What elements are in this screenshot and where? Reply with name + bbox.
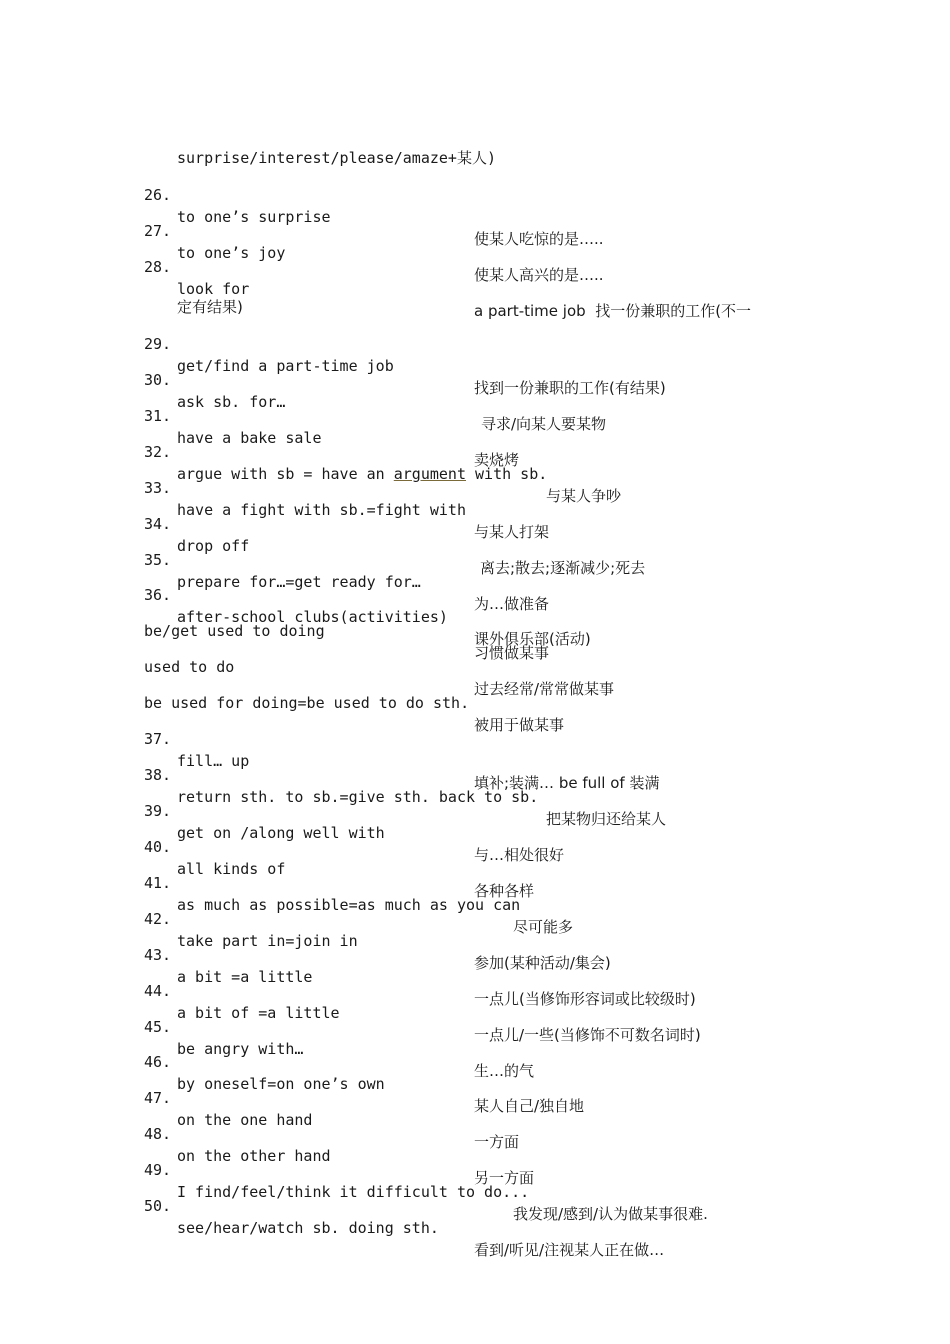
entry-english: prepare for…=get ready for…: [177, 573, 421, 591]
entry-english: be/get used to doing: [144, 622, 325, 640]
entry-english: a bit of =a little: [177, 1004, 340, 1022]
entry-english: be angry with…: [177, 1040, 304, 1058]
entry-english: used to do: [144, 658, 235, 676]
entry-chinese-continuation: 定有结果): [177, 298, 243, 316]
entry-chinese: 为…做准备: [474, 595, 550, 613]
entry-chinese: 一点儿/一些(当修饰不可数名词时): [474, 1026, 701, 1044]
entry-chinese: 与某人打架: [474, 523, 550, 541]
entry-chinese: 把某物归还给某人: [546, 810, 667, 828]
entry-number: 43.: [144, 946, 172, 964]
entry-english: to one’s surprise: [177, 208, 331, 226]
entry-chinese: 离去;散去;逐渐减少;死去: [480, 559, 646, 577]
entry-number: 34.: [144, 515, 172, 533]
entry-english: I find/feel/think it difficult to do...: [177, 1183, 530, 1201]
entry-number: 27.: [144, 222, 172, 240]
entry-english: ask sb. for…: [177, 393, 286, 411]
entry-number: 35.: [144, 551, 172, 569]
entry-chinese: 课外俱乐部(活动): [474, 630, 591, 648]
entry-chinese: a part-time job 找一份兼职的工作(不一: [474, 302, 752, 320]
entry-number: 46.: [144, 1053, 172, 1071]
entry-chinese: 尽可能多: [513, 918, 574, 936]
entry-english: get on /along well with: [177, 824, 385, 842]
entry-english: drop off: [177, 537, 250, 555]
entry-number: 33.: [144, 479, 172, 497]
entry-number: 48.: [144, 1125, 172, 1143]
entry-number: 42.: [144, 910, 172, 928]
entry-english: get/find a part-time job: [177, 357, 394, 375]
entry-chinese: 某人自己/独自地: [474, 1097, 585, 1115]
entry-english: to one’s joy: [177, 244, 286, 262]
entry-english: see/hear/watch sb. doing sth.: [177, 1219, 439, 1237]
entry-chinese: 找到一份兼职的工作(有结果): [474, 379, 666, 397]
entry-number: 29.: [144, 335, 172, 353]
entry-chinese: 被用于做某事: [474, 716, 565, 734]
entry-english: by oneself=on one’s own: [177, 1075, 385, 1093]
entry-chinese: 我发现/感到/认为做某事很难.: [513, 1205, 708, 1223]
entry-english-part: with sb.: [466, 465, 548, 483]
entry-chinese: 一方面: [474, 1133, 520, 1151]
entry-chinese: 填补;装满… be full of 装满: [474, 774, 660, 792]
entry-chinese: 各种各样: [474, 882, 535, 900]
entry-number: 28.: [144, 258, 172, 276]
entry-number: 47.: [144, 1089, 172, 1107]
entry-chinese: 使某人高兴的是…..: [474, 266, 604, 284]
entry-number: 26.: [144, 186, 172, 204]
entry-chinese: 与某人争吵: [546, 487, 622, 505]
entry-number: 50.: [144, 1197, 172, 1215]
entry-english: all kinds of: [177, 860, 286, 878]
line-text: surprise/interest/please/amaze+某人): [177, 149, 496, 167]
entry-number: 37.: [144, 730, 172, 748]
entry-english: [177, 463, 547, 485]
entry-english: as much as possible=as much as you can: [177, 896, 521, 914]
entry-english-part: argue with sb = have an: [177, 465, 394, 483]
entry-chinese: 卖烧烤: [474, 451, 520, 469]
entry-english: after-school clubs(activities): [177, 608, 448, 626]
entry-number: 45.: [144, 1018, 172, 1036]
entry-chinese: 一点儿(当修饰形容词或比较级时): [474, 990, 696, 1008]
entry-english: have a bake sale: [177, 429, 322, 447]
entry-number: 41.: [144, 874, 172, 892]
entry-chinese: 看到/听见/注视某人正在做…: [474, 1241, 665, 1259]
entry-english: be used for doing=be used to do sth.: [144, 694, 470, 712]
entry-number: 39.: [144, 802, 172, 820]
entry-chinese: 另一方面: [474, 1169, 535, 1187]
entry-number: 32.: [144, 443, 172, 461]
entry-english: on the other hand: [177, 1147, 331, 1165]
entry-english: have a fight with sb.=fight with: [177, 501, 466, 519]
entry-number: 49.: [144, 1161, 172, 1179]
entry-number: 40.: [144, 838, 172, 856]
entry-number: 31.: [144, 407, 172, 425]
underlined-word: argument: [393, 465, 466, 483]
entry-chinese: 过去经常/常常做某事: [474, 680, 615, 698]
entry-chinese: 与…相处很好: [474, 846, 565, 864]
entry-english: look for: [177, 280, 250, 298]
entry-english: on the one hand: [177, 1111, 313, 1129]
entry-english: take part in=join in: [177, 932, 358, 950]
entry-english: fill… up: [177, 752, 250, 770]
entry-english: a bit =a little: [177, 968, 313, 986]
line-continuation-25: [0, 125, 496, 167]
entry-number: 44.: [144, 982, 172, 1000]
entry-chinese: 参加(某种活动/集会): [474, 954, 611, 972]
entry-chinese: 生…的气: [474, 1062, 535, 1080]
entry-number: 38.: [144, 766, 172, 784]
entry-number: 36.: [144, 586, 172, 604]
entry-english: return sth. to sb.=give sth. back to sb.: [177, 788, 539, 806]
entry-chinese: 使某人吃惊的是…..: [474, 230, 604, 248]
entry-chinese: 习惯做某事: [474, 644, 550, 662]
entry-chinese: 寻求/向某人要某物: [481, 415, 607, 433]
entry-number: 30.: [144, 371, 172, 389]
